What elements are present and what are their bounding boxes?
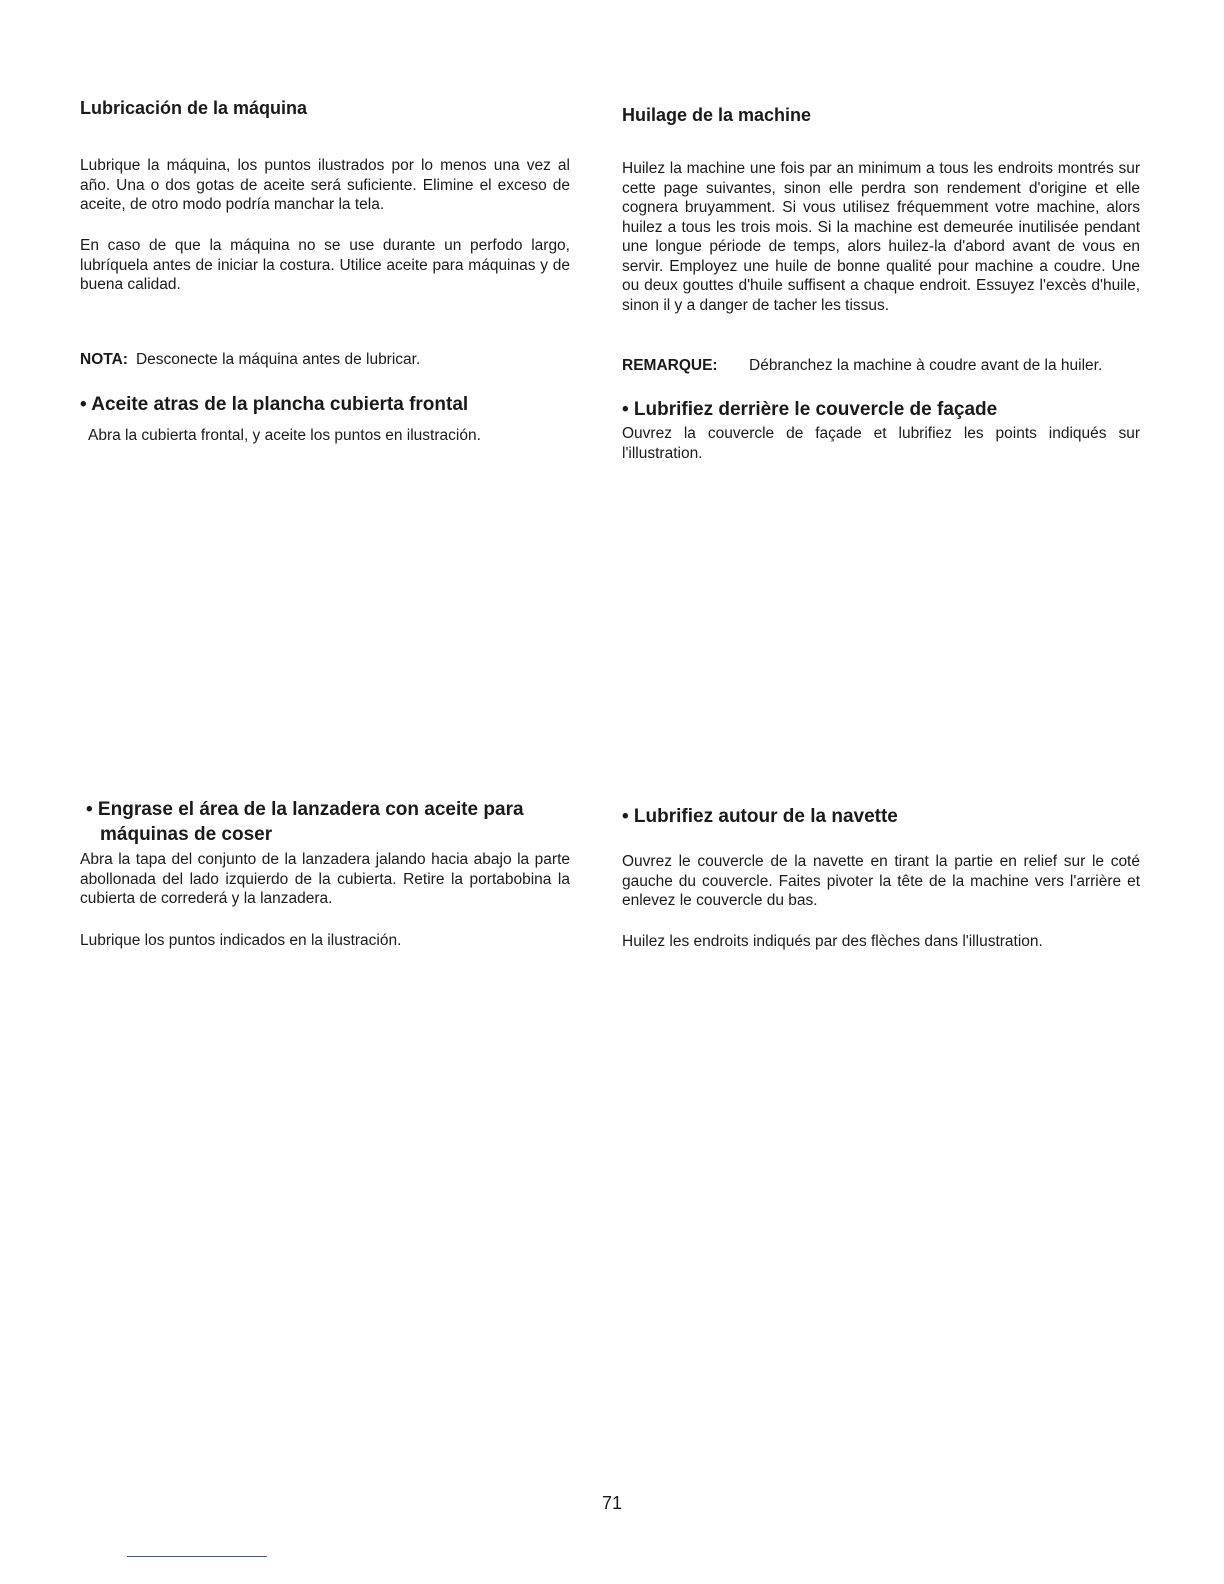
page-number: 71 [601,1493,623,1513]
left-heading: Lubricación de la máquina [80,98,308,118]
left-para-1: Lubrique la máquina, los puntos ilustrados por lo menos una vez al año. Una o dos gotas de aceite será suficiente. Elimine el exceso de aceite, de otro modo podría manchar la tela. [80,157,570,213]
right-note-text: Débranchez la machine à coudre avant de la huiler. [749,357,1103,374]
left-sub2-para-2: Lubrique los puntos indicados en la ilustración. [80,932,402,949]
right-sub2-para-2: Huilez les endroits indiqués par des flèches dans l'illustration. [622,933,1043,950]
right-sub1-text: Ouvrez la couvercle de façade et lubrifiez les points indiqués sur l'illustration. [622,425,1140,462]
right-note [622,356,1140,376]
right-sub2-heading: • Lubrifiez autour de la navette [622,806,898,827]
left-note [80,350,570,370]
right-note-label: REMARQUE: [622,357,718,374]
left-sub1-text: Abra la cubierta frontal, y aceite los puntos en ilustración. [88,427,481,444]
left-sub2-heading: • Engrase el área de la lanzadera con aceite para máquinas de coser [86,799,524,845]
right-sub2-para-1: Ouvrez le couvercle de la navette en tirant la partie en relief sur le coté gauche du couvercle. Faites pivoter la tête de la machine vers l'arrière et enlevez le couvercle du bas. [622,853,1140,909]
right-para-1: Huilez la machine une fois par an minimum a tous les endroits montrés sur cette page suivantes, sinon elle perdra son rendement d'origine et elle cognera bruyamment. Si vous utilisez fréquemment votre machine, alors huilez a tous les trois mois. Si la machine est demeurée inutilisée pendant une longue période de temps, alors huilez-la d'abord avant de vous en servir. Employez une huile de bonne qualité pour machine a coudre. Une ou deux gouttes d'huile suffisent a chaque endroit. Essuyez l'excès d'huile, sinon il y a danger de tacher les tissus. [622,160,1140,314]
left-sub2-para-1: Abra la tapa del conjunto de la lanzadera jalando hacia abajo la parte abollonada del lado izquierdo de la cubierta. Retire la portabobina la cubierta de correderá y la lanzadera. [80,851,570,907]
left-sub1-heading: • Aceite atras de la plancha cubierta frontal [80,394,469,415]
left-note-text: Desconecte la máquina antes de lubricar. [135,351,421,368]
left-note-label: NOTA: [80,351,128,368]
right-sub1-heading: • Lubrifiez derrière le couvercle de façade [622,399,998,420]
bottom-rule [127,1556,267,1557]
right-heading: Huilage de la machine [622,105,812,125]
left-para-2: En caso de que la máquina no se use durante un perfodo largo, lubríquela antes de iniciar la costura. Utilice aceite para máquinas y de buena calidad. [80,237,570,293]
